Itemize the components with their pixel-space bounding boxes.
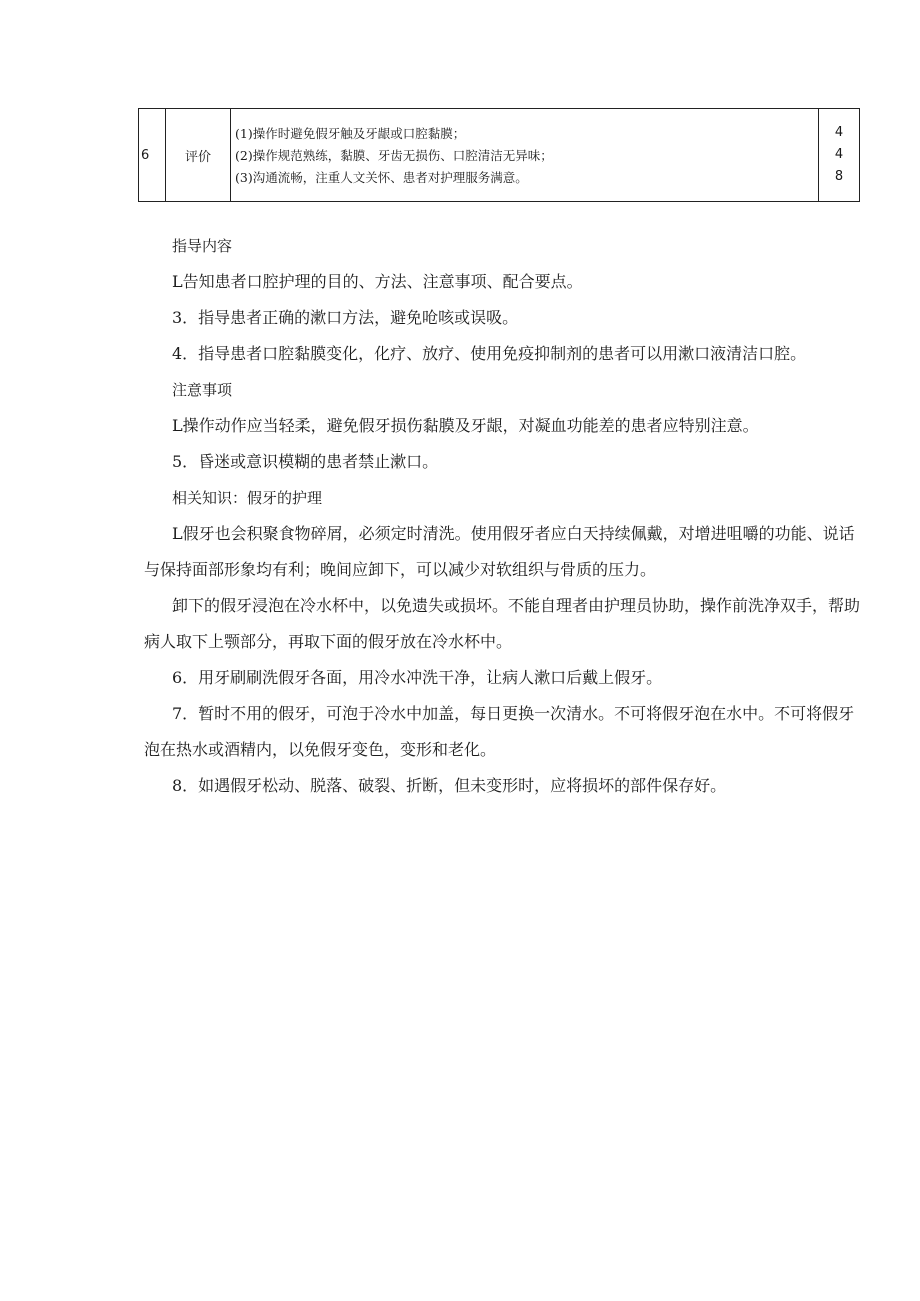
paragraph bbox=[144, 516, 860, 588]
paragraph: L操作动作应当轻柔，避免假牙损伤黏膜及牙龈，对凝血功能差的患者应特别注意。 bbox=[172, 416, 759, 435]
paragraph-text: 4．指导患者口腔黏膜变化，化疗、放疗、使用免疫抑制剂的患者可以用漱口液清洁口腔。 bbox=[172, 344, 807, 363]
row-index: 6 bbox=[139, 109, 166, 202]
paragraph: L告知患者口腔护理的目的、方法、注意事项、配合要点。 bbox=[172, 272, 583, 291]
paragraph bbox=[144, 336, 860, 372]
row-name: 评价 bbox=[166, 109, 231, 202]
row-score bbox=[819, 109, 860, 202]
paragraph bbox=[144, 696, 860, 768]
score-value: 4 bbox=[834, 147, 844, 162]
criteria-item: (3)沟通流畅，注重人文关怀、患者对护理服务满意。 bbox=[235, 170, 528, 185]
evaluation-table bbox=[138, 108, 860, 202]
paragraph-text: L假牙也会积聚食物碎屑，必须定时清洗。使用假牙者应白天持续佩戴，对增进咀嚼的功能、说话与保持面部形象均有利；晚间应卸下，可以减少对软组织与骨质的压力。 bbox=[144, 524, 855, 579]
paragraph: 5．昏迷或意识模糊的患者禁止漱口。 bbox=[172, 452, 439, 471]
section-heading: 注意事项 bbox=[172, 381, 233, 399]
row-criteria bbox=[231, 109, 819, 202]
paragraph-text: 卸下的假牙浸泡在冷水杯中，以免遗失或损坏。不能自理者由护理员协助，操作前洗净双手，帮助病人取下上颚部分，再取下面的假牙放在冷水杯中。 bbox=[144, 596, 861, 651]
score-value: 8 bbox=[834, 169, 844, 184]
document-body bbox=[144, 228, 862, 804]
paragraph: 8．如遇假牙松动、脱落、破裂、折断，但未变形时，应将损坏的部件保存好。 bbox=[172, 776, 727, 795]
criteria-item: (1)操作时避免假牙触及牙龈或口腔黏膜； bbox=[235, 126, 466, 141]
score-value: 4 bbox=[834, 125, 844, 140]
table-row bbox=[139, 109, 860, 202]
section-heading: 指导内容 bbox=[172, 237, 233, 255]
paragraph: 3．指导患者正确的漱口方法，避免呛咳或误吸。 bbox=[172, 308, 519, 327]
section-heading: 相关知识：假牙的护理 bbox=[172, 489, 323, 507]
paragraph: 6．用牙刷刷洗假牙各面，用冷水冲洗干净，让病人漱口后戴上假牙。 bbox=[172, 668, 663, 687]
paragraph-text: 7．暂时不用的假牙，可泡于冷水中加盖，每日更换一次清水。不可将假牙泡在水中。不可将假牙泡在热水或酒精内，以免假牙变色，变形和老化。 bbox=[144, 704, 855, 759]
criteria-item: (2)操作规范熟练，黏膜、牙齿无损伤、口腔清洁无异味； bbox=[235, 148, 553, 163]
paragraph bbox=[144, 588, 860, 660]
